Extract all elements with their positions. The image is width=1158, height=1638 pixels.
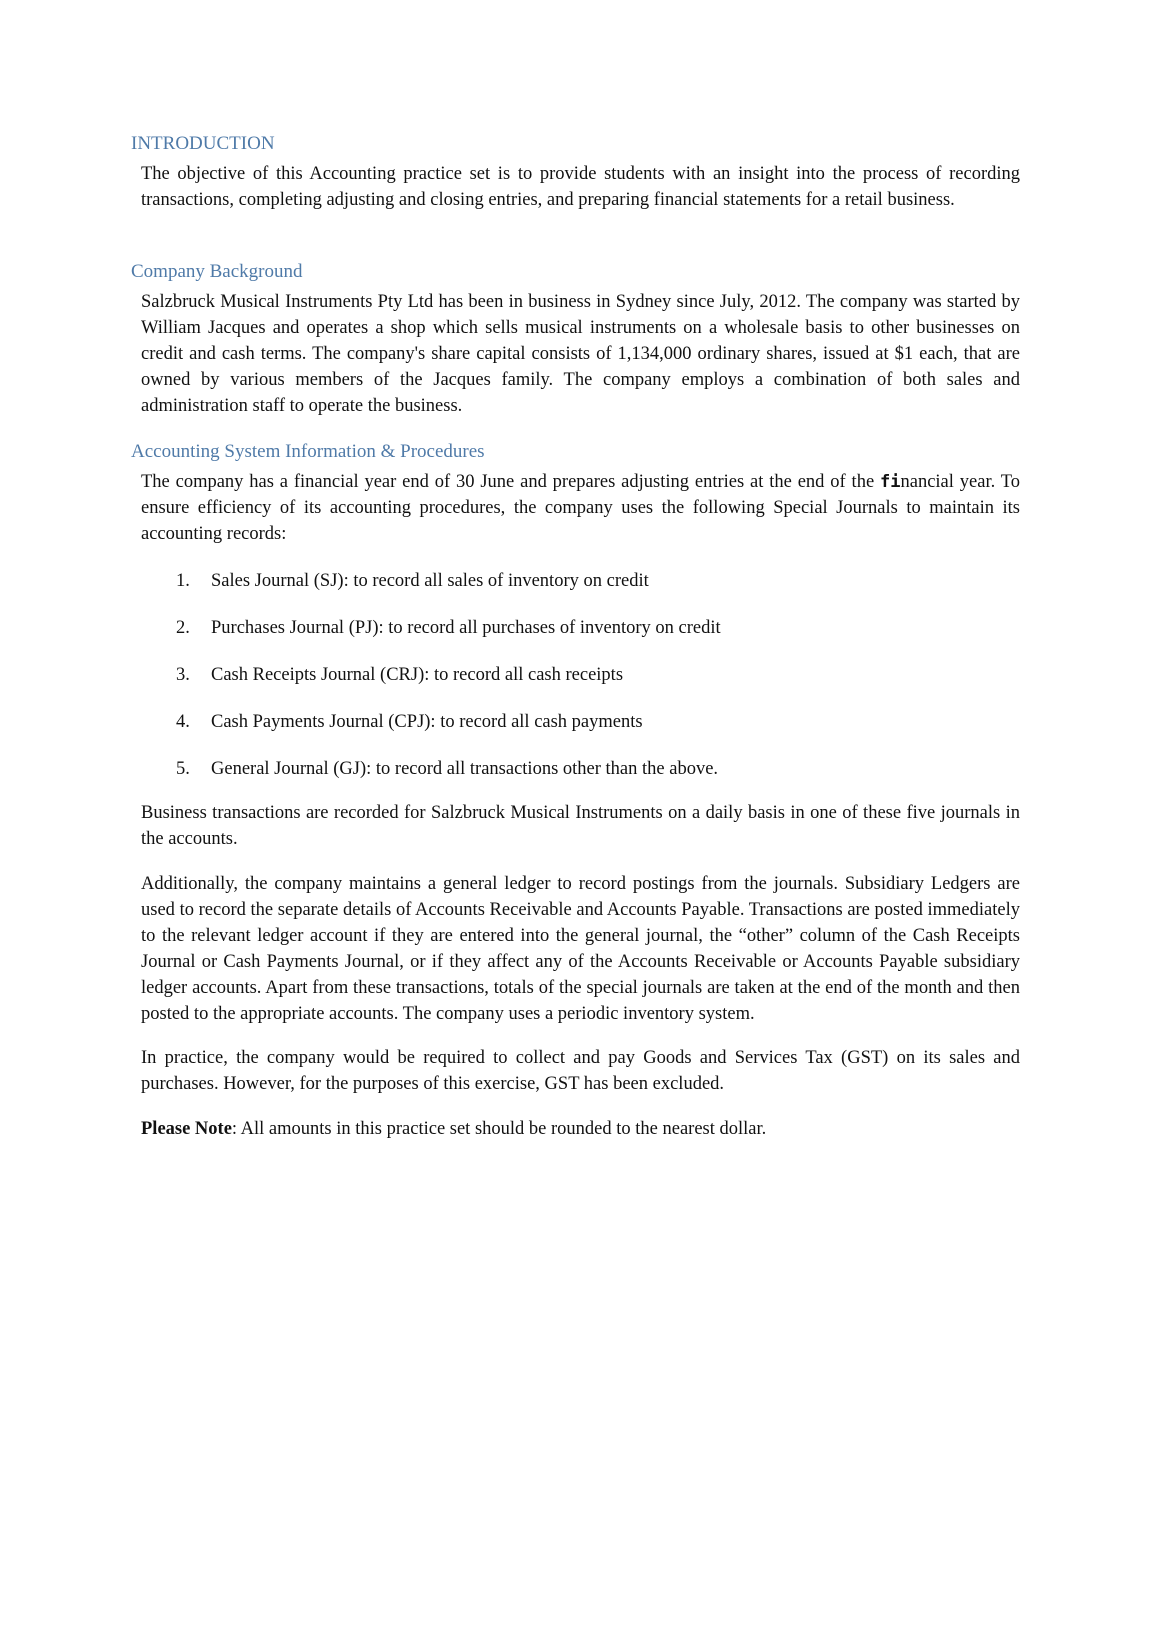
accounting-intro-fi-ligature: fi (880, 472, 901, 492)
please-note-label: Please Note (141, 1119, 232, 1139)
paragraph-general-ledger: Additionally, the company maintains a general ledger to record postings from the journals. Subsidiary Ledgers are used to record the separate details of Accounts Receivable and Accounts Payable. Transactions are posted immediately to the relevant ledger account if they are entered into the general journal, the “other” column of the Cash Receipts Journal or Cash Payments Journal, or if they affect any of the Accounts Receivable or Accounts Payable subsidiary ledger accounts. Apart from these transactions, totals of the special journals are taken at the end of the month and then posted to the appropriate accounts. The company uses a periodic inventory system. (141, 874, 1020, 1024)
paragraph-gst: In practice, the company would be required to collect and pay Goods and Services Tax (GST) on its sales and purchases. However, for the purposes of this exercise, GST has been excluded. (141, 1048, 1020, 1094)
paragraph-please-note (141, 1116, 1020, 1142)
journal-list-item (141, 756, 1020, 803)
journal-item-number: 2. (176, 618, 190, 638)
paragraph-accounting-intro (141, 469, 1020, 547)
journal-list-item (141, 615, 1020, 662)
please-note-text: : All amounts in this practice set should be rounded to the nearest dollar. (231, 1119, 767, 1139)
accounting-intro-part1: The company has a financial year end of 30 June and prepares adjusting entries at the end of the (141, 472, 881, 492)
journal-item-text: Cash Payments Journal (CPJ): to record all cash payments (211, 712, 643, 732)
journal-item-number: 3. (176, 665, 190, 685)
journal-item-number: 5. (176, 759, 190, 779)
paragraph-company-background: Salzbruck Musical Instruments Pty Ltd has been in business in Sydney since July, 2012. The company was started by William Jacques and operates a shop which sells musical instruments on a wholesale basis to other businesses on credit and cash terms. The company's share capital consists of 1,134,000 ordinary shares, issued at $1 each, that are owned by various members of the Jacques family. The company employs a combination of both sales and administration staff to operate the business. (141, 292, 1020, 416)
heading-company-background: Company Background (131, 261, 303, 282)
journal-item-number: 1. (176, 571, 190, 591)
paragraph-introduction: The objective of this Accounting practice set is to provide students with an insight into the process of recording transactions, completing adjusting and closing entries, and preparing financial statements for a retail business. (141, 164, 1020, 210)
paragraph-business-transactions: Business transactions are recorded for Salzbruck Musical Instruments on a daily basis in one of these five journals in the accounts. (141, 803, 1020, 849)
journal-item-text: Sales Journal (SJ): to record all sales of inventory on credit (211, 571, 649, 591)
journal-list-item (141, 568, 1020, 615)
journal-item-text: Cash Receipts Journal (CRJ): to record all cash receipts (211, 665, 624, 685)
heading-introduction: INTRODUCTION (131, 133, 275, 154)
journal-list (141, 568, 1020, 803)
heading-accounting-system: Accounting System Information & Procedures (131, 441, 485, 462)
journal-item-number: 4. (176, 712, 190, 732)
journal-list-item (141, 709, 1020, 756)
journal-item-text: General Journal (GJ): to record all transactions other than the above. (211, 759, 719, 779)
journal-list-item (141, 662, 1020, 709)
accounting-intro-part2: nancial year. To ensure efficiency of its accounting procedures, the company uses the following Special Journals to maintain its accounting records: (141, 472, 1020, 544)
journal-item-text: Purchases Journal (PJ): to record all purchases of inventory on credit (211, 618, 721, 638)
